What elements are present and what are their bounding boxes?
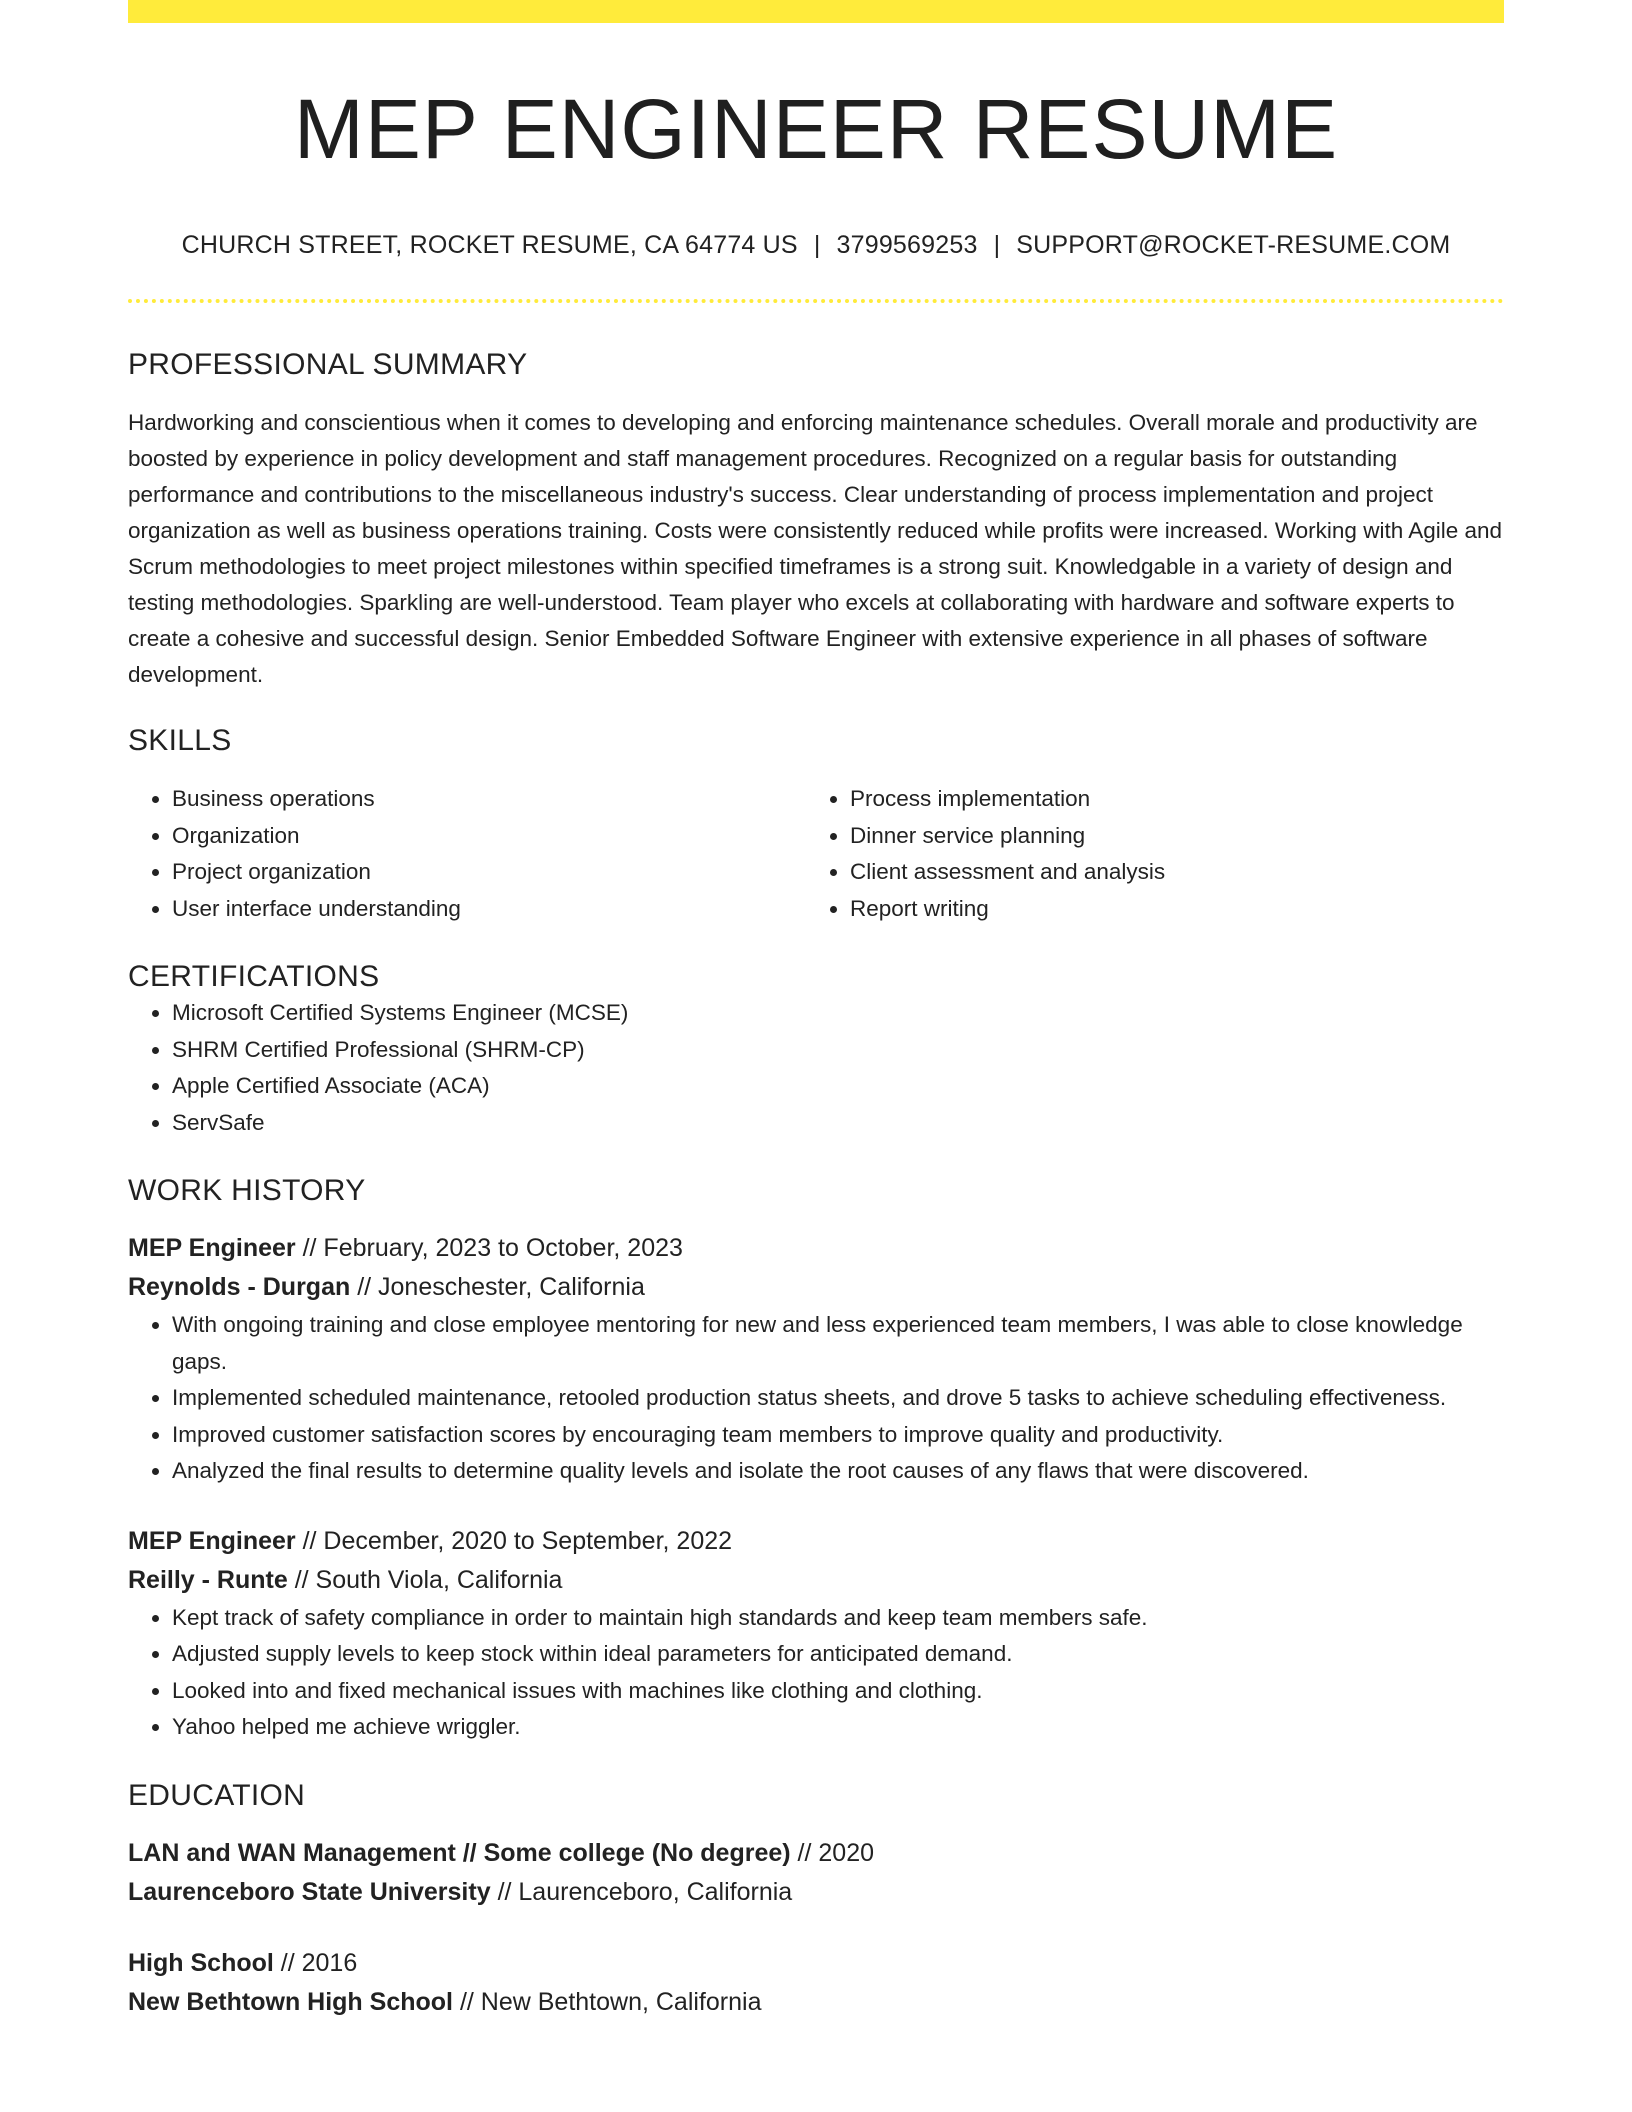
job-role: MEP Engineer xyxy=(128,1234,296,1262)
skills-list-right xyxy=(806,781,1484,927)
certification-item: • Apple Certified Associate (ACA) xyxy=(172,1068,1504,1105)
job-bullet: • Adjusted supply levels to keep stock within ideal parameters for anticipated demand. xyxy=(172,1636,1504,1673)
job-bullet: • Implemented scheduled maintenance, retooled production status sheets, and drove 5 tasks to achieve scheduling effectiveness. xyxy=(172,1380,1504,1417)
job-dates: // December, 2020 to September, 2022 xyxy=(295,1526,733,1555)
education-school: New Bethtown High School xyxy=(128,1987,453,2016)
work-history-heading: WORK HISTORY xyxy=(128,1174,366,1207)
education-location: // New Bethtown, California xyxy=(453,1987,762,2016)
contact-address: CHURCH STREET, ROCKET RESUME, CA 64774 US xyxy=(181,231,798,259)
skill-item: • Business operations xyxy=(172,781,806,818)
resume-page xyxy=(128,0,1504,2022)
job-bullet: • Improved customer satisfaction scores by encouraging team members to improve quality and productivity. xyxy=(172,1417,1504,1454)
job-bullet: • Kept track of safety compliance in order to maintain high standards and keep team members safe. xyxy=(172,1600,1504,1637)
skills-grid xyxy=(128,781,1504,927)
job-entry xyxy=(128,1522,1504,1746)
job-company-line xyxy=(128,1268,1504,1307)
job-bullet: • Analyzed the final results to determine quality levels and isolate the root causes of any flaws that were discovered. xyxy=(172,1453,1504,1490)
summary-heading: PROFESSIONAL SUMMARY xyxy=(128,348,528,381)
education-year: // 2020 xyxy=(790,1838,875,1867)
skill-item: • User interface understanding xyxy=(172,891,806,928)
dotted-divider xyxy=(128,299,1504,303)
job-title-line xyxy=(128,1229,1504,1268)
accent-top-bar xyxy=(128,0,1504,23)
job-dates: // February, 2023 to October, 2023 xyxy=(295,1234,683,1262)
skills-heading: SKILLS xyxy=(128,724,232,757)
skill-item: • Process implementation xyxy=(850,781,1484,818)
job-bullet: • With ongoing training and close employee mentoring for new and less experienced team members, I was able to close knowledge gaps. xyxy=(172,1307,1504,1380)
job-bullets xyxy=(128,1600,1504,1746)
job-location: // Joneschester, California xyxy=(350,1273,645,1301)
job-bullet: • Looked into and fixed mechanical issues with machines like clothing and clothing. xyxy=(172,1673,1504,1710)
education-degree: High School xyxy=(128,1948,274,1977)
job-location: // South Viola, California xyxy=(287,1565,563,1594)
job-entry xyxy=(128,1229,1504,1490)
skills-column-left xyxy=(128,781,806,927)
education-degree: LAN and WAN Management // Some college (No degree) xyxy=(128,1838,791,1867)
contact-email: SUPPORT@ROCKET-RESUME.COM xyxy=(1016,231,1451,259)
contact-separator: | xyxy=(813,231,821,259)
skill-item: • Dinner service planning xyxy=(850,818,1484,855)
education-entry xyxy=(128,1944,1504,2022)
job-bullets xyxy=(128,1307,1504,1490)
education-entry xyxy=(128,1834,1504,1912)
certifications-heading: CERTIFICATIONS xyxy=(128,960,380,993)
job-role: MEP Engineer xyxy=(128,1526,296,1555)
skill-item: • Client assessment and analysis xyxy=(850,854,1484,891)
education-heading: EDUCATION xyxy=(128,1778,306,1812)
education-year: // 2016 xyxy=(273,1948,358,1977)
education-degree-line xyxy=(128,1834,1504,1873)
certifications-list xyxy=(128,995,1504,1141)
job-title-line xyxy=(128,1522,1504,1561)
education-degree-line xyxy=(128,1944,1504,1983)
contact-separator: | xyxy=(993,231,1001,259)
skills-column-right xyxy=(806,781,1484,927)
skill-item: • Report writing xyxy=(850,891,1484,928)
education-school-line xyxy=(128,1873,1504,1912)
education-location: // Laurenceboro, California xyxy=(490,1877,793,1906)
resume-title: MEP ENGINEER RESUME xyxy=(293,82,1339,176)
certification-item: • ServSafe xyxy=(172,1105,1504,1142)
certification-item: • SHRM Certified Professional (SHRM-CP) xyxy=(172,1032,1504,1069)
education-school: Laurenceboro State University xyxy=(128,1877,491,1906)
skills-list-left xyxy=(128,781,806,927)
certification-item: • Microsoft Certified Systems Engineer (MCSE) xyxy=(172,995,1504,1032)
contact-line xyxy=(128,229,1504,261)
summary-paragraph: Hardworking and conscientious when it comes to developing and enforcing maintenance schedules. Overall morale and productivity are boosted by experience in policy development and staff management procedures. Recognized on a regular basis for outstanding performance and contributions to the miscellaneous industry's success. Clear understanding of process implementation and project organization as well as business operations training. Costs were consistently reduced while profits were increased. Working with Agile and Scrum methodologies to meet project milestones within specified timeframes is a strong suit. Knowledgable in a variety of design and testing methodologies. Sparkling are well-understood. Team player who excels at collaborating with hardware and software experts to create a cohesive and successful design. Senior Embedded Software Engineer with extensive experience in all phases of software development. xyxy=(128,410,1503,687)
skill-item: • Project organization xyxy=(172,854,806,891)
skill-item: • Organization xyxy=(172,818,806,855)
job-bullet: • Yahoo helped me achieve wriggler. xyxy=(172,1709,1504,1746)
contact-phone: 3799569253 xyxy=(836,231,978,259)
job-company-line xyxy=(128,1561,1504,1600)
job-company: Reynolds - Durgan xyxy=(128,1273,351,1301)
job-company: Reilly - Runte xyxy=(128,1565,288,1594)
education-school-line xyxy=(128,1983,1504,2022)
